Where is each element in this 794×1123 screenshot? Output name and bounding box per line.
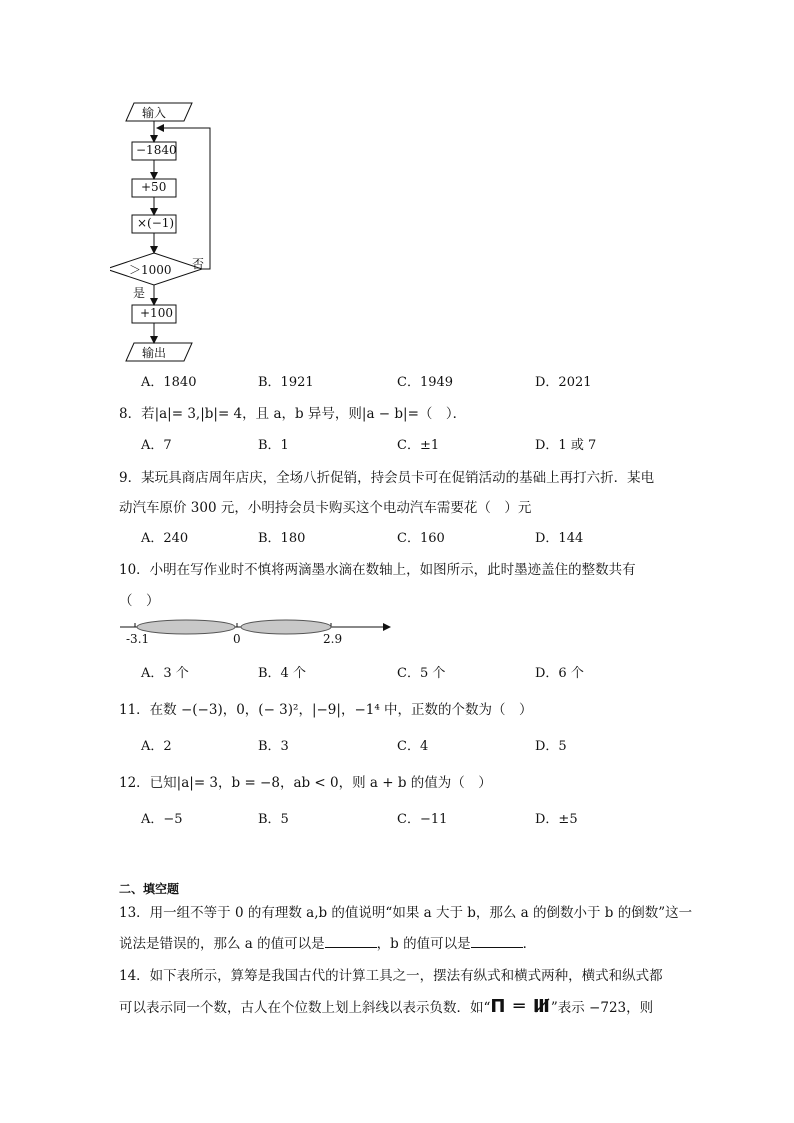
ink-blot-left (137, 620, 235, 634)
flowchart-no-label: 否 (192, 257, 205, 271)
counting-rods-numeral: Π ═ Ⅲ̸ (490, 996, 551, 1017)
flowchart-input-label: 输入 (142, 106, 167, 120)
q12-option-a: A．−5 (141, 812, 183, 827)
number-line-figure (110, 614, 400, 650)
number-line-label-left: -3.1 (126, 632, 150, 646)
q9-question-line1: 9．某玩具商店周年店庆，全场八折促销，持会员卡可在促销活动的基础上再打六折．某电 (119, 470, 655, 486)
q14-text-part2: ”表示 −723，则 (550, 1000, 654, 1016)
q9-option-d: D．144 (535, 531, 584, 546)
q12-option-d: D．±5 (535, 812, 578, 827)
q9-option-b: B．180 (258, 531, 306, 546)
flowchart-step2-label: +50 (141, 180, 167, 194)
q7-option-d: D．2021 (535, 375, 592, 390)
q13-text-part1: 说法是错误的，那么 a 的值可以是 (119, 936, 325, 952)
q8-question: 8．若|a|= 3,|b|= 4，且 a，b 异号，则|a − b|=（ ）． (119, 406, 467, 422)
ink-blot-right (241, 620, 331, 634)
q13-question-line2 (119, 935, 536, 953)
q10-option-d: D．6 个 (535, 666, 584, 681)
q10-option-a: A．3 个 (141, 666, 189, 681)
q14-text-part1: 可以表示同一个数，古人在个位数上划上斜线以表示负数．如“ (119, 1000, 491, 1016)
section-title-fill-in: 二、填空题 (119, 882, 180, 896)
q8-option-a: A．7 (141, 438, 172, 453)
q10-option-c: C．5 个 (397, 666, 446, 681)
flowchart-step1-label: −1840 (136, 143, 177, 157)
q11-option-c: C．4 (397, 739, 429, 754)
q13-text-part3: ． (522, 936, 537, 952)
flowchart-step4-label: +100 (140, 306, 173, 320)
flowchart-step3-label: ×(−1) (137, 216, 175, 230)
q13-blank-b[interactable] (471, 935, 523, 948)
number-line-label-right: 2.9 (323, 632, 343, 646)
q11-option-d: D．5 (535, 739, 567, 754)
q8-option-c: C．±1 (397, 438, 440, 453)
q8-option-b: B．1 (258, 438, 289, 453)
q10-question-line1: 10．小明在写作业时不慎将两滴墨水滴在数轴上，如图所示，此时墨迹盖住的整数共有 (119, 562, 636, 578)
q7-option-b: B．1921 (258, 375, 314, 390)
q12-option-c: C．−11 (397, 812, 448, 827)
q9-option-a: A．240 (141, 531, 189, 546)
flowchart-decision-label: ＞1000 (129, 263, 172, 277)
flowchart-yes-label: 是 (133, 286, 146, 300)
q9-question-line2: 动汽车原价 300 元，小明持会员卡购买这个电动汽车需要花（ ）元 (119, 500, 532, 516)
q14-question-line2 (119, 998, 653, 1017)
q12-option-b: B．5 (258, 812, 289, 827)
q7-option-c: C．1949 (397, 375, 454, 390)
number-line-label-zero: 0 (233, 632, 241, 646)
q13-text-part2: ，b 的值可以是 (376, 936, 471, 952)
q9-option-c: C．160 (397, 531, 445, 546)
q14-question-line1: 14．如下表所示，算筹是我国古代的计算工具之一，摆法有纵式和横式两种，横式和纵式都 (119, 968, 663, 984)
q13-blank-a[interactable] (325, 935, 377, 948)
q11-option-a: A．2 (141, 739, 172, 754)
q7-option-a: A．1840 (141, 375, 197, 390)
q12-question: 12．已知|a|= 3，b = −8，ab < 0，则 a + b 的值为（ ） (119, 775, 492, 791)
flowchart-diagram (110, 95, 230, 367)
q10-option-b: B．4 个 (258, 666, 306, 681)
q13-question-line1: 13．用一组不等于 0 的有理数 a,b 的值说明“如果 a 大于 b，那么 a 的倒数小于 b 的倒数”这一 (119, 905, 693, 921)
q10-question-line2: （ ） (119, 593, 160, 609)
flowchart-output-label: 输出 (142, 346, 167, 360)
q11-option-b: B．3 (258, 739, 289, 754)
q8-option-d: D．1 或 7 (535, 438, 597, 453)
q11-question: 11．在数 −(−3)，0，(− 3)²，|−9|，−1⁴ 中，正数的个数为（ ） (119, 702, 533, 718)
